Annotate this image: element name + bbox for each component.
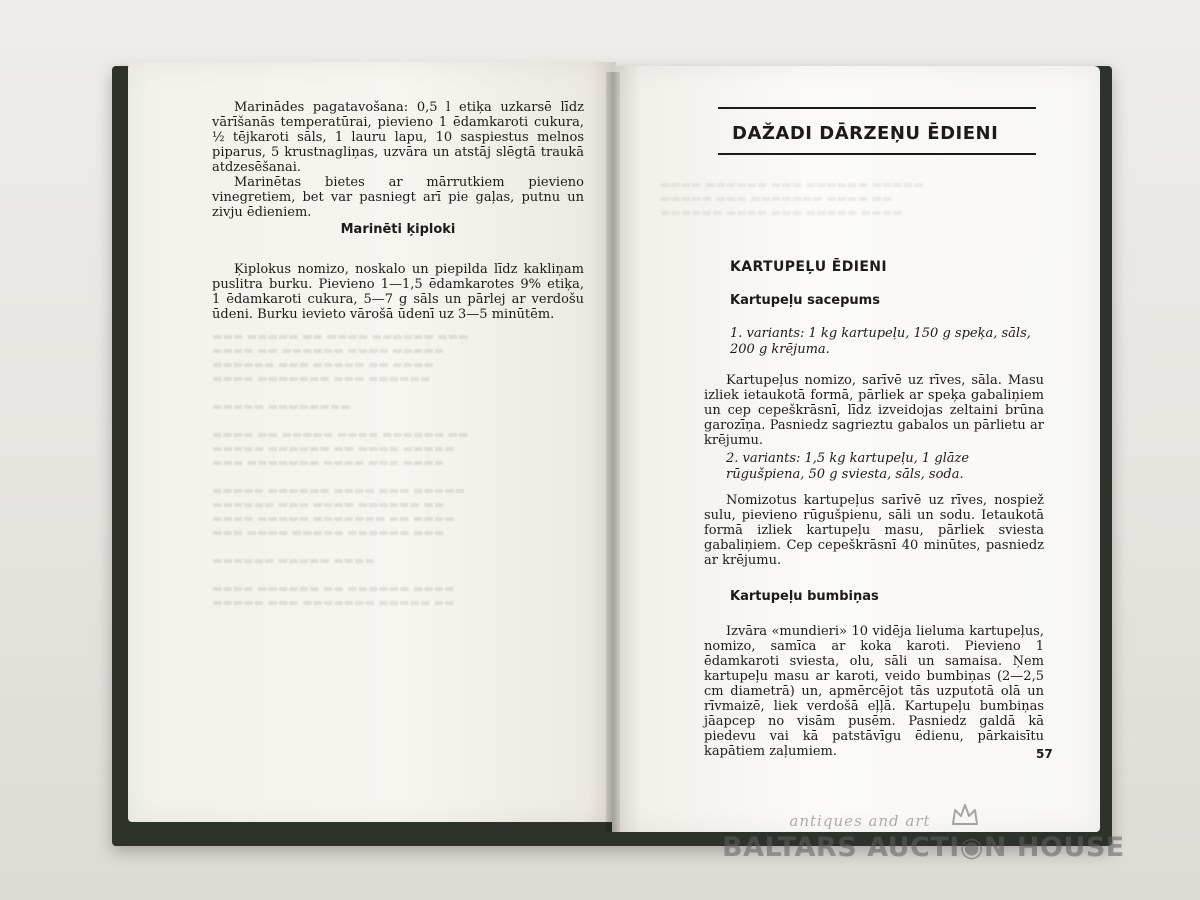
method-balls-block bbox=[704, 624, 1044, 759]
heading-marinated-garlic: Marinēti ķiploki bbox=[340, 222, 456, 237]
ingredients-variant-2: 2. variants: 1,5 kg kartupeļu, 1 glāze rūgušpiena, 50 g sviesta, sāls, soda. bbox=[726, 451, 970, 482]
method-variant-1-block bbox=[704, 373, 1044, 448]
method-variant-1: Kartupeļus nomizo, sarīvē uz rīves, sāla. Masu izliek ietaukotā formā, pārliek ar speķa gabaliņiem un cep cepeškrāsnī, līdz izveidojas zeltaini brūna garozīņa. Pasniedz sagrieztu gabalos un pārlietu ar krējumu. bbox=[704, 373, 1044, 448]
crown-icon bbox=[950, 802, 980, 828]
section-rule-bottom bbox=[718, 153, 1036, 155]
paragraph-marinade-prep: Marinādes pagatavošana: 0,5 l etiķa uzkarsē līdz vārīšanās temperatūrai, pievieno 1 ēdamkaroti cukura, ½ tējkaroti sāls, 1 lauru lapu, 10 saspiestus melnos piparus, 5 krustnagliņas, uzvāra un atstāj slēgtā traukā atdzesēšanai. bbox=[212, 100, 584, 175]
method-balls: Izvāra «mundieri» 10 vidēja lieluma kartupeļus, nomizo, samīca ar koka karoti. Pievieno 1 ēdamkaroti sviesta, olu, sāli un samaisa. Ņem kartupeļu masu ar karoti, veido bumbiņas (2—2,5 cm diametrā) un, apmērcējot tās uzputotā olā un rīvmaizē, liek verdošā eļļā. Kartupeļu bumbiņas jāapcep no visām pusēm. Pasniedz galdā kā piedevu vai kā patstāvīgu ēdienu, pārkaisītu kapātiem zaļumiem. bbox=[704, 624, 1044, 759]
recipe-title-casserole: Kartupeļu sacepums bbox=[730, 293, 880, 308]
left-garlic-text bbox=[212, 262, 584, 322]
section-rule-top bbox=[718, 107, 1036, 109]
subsection-title: KARTUPEĻU ĒDIENI bbox=[730, 259, 888, 275]
method-variant-2-block bbox=[704, 493, 1044, 568]
watermark-brand: BALTARS AUCTI◉N HOUSE bbox=[722, 832, 1125, 863]
method-variant-2: Nomizotus kartupeļus sarīvē uz rīves, nospiež sulu, pievieno rūgušpienu, sāli un sodu. Ietaukotā formā izliek kartupeļu masu, pārliek sviesta gabaliņiem. Cep cepeškrāsnī 40 minūtes, pasniedz ar krējumu. bbox=[704, 493, 1044, 568]
ingredients-variant-1: 1. variants: 1 kg kartupeļu, 150 g speķa, sāls, 200 g krējuma. bbox=[730, 326, 1031, 357]
watermark-tagline: antiques and art bbox=[789, 812, 931, 830]
recipe-title-balls: Kartupeļu bumbiņas bbox=[730, 589, 879, 604]
paragraph-garlic-method: Ķiplokus nomizo, noskalo un piepilda līdz kakliņam puslitra burku. Pievieno 1—1,5 ēdamkarotes 9% etiķa, 1 ēdamkaroti cukura, 5—7 g sāls un pārlej ar verdošu ūdeni. Burku ievieto vārošā ūdenī uz 3—5 minūtēm. bbox=[212, 262, 584, 322]
section-title: DAŽADI DĀRZEŅU ĒDIENI bbox=[732, 123, 999, 144]
bleed-through-left: ▬▬▬ ▬▬▬▬▬ ▬▬ ▬▬▬▬ ▬▬▬▬▬▬ ▬▬▬ ▬▬▬▬ ▬▬ ▬▬▬▬▬▬ ▬▬▬▬ ▬▬▬▬▬ ▬▬▬▬▬▬ ▬▬▬ ▬▬▬▬▬ ▬▬ ▬▬▬▬ ▬▬▬▬ ▬▬▬▬▬▬▬ ▬▬▬ ▬▬▬▬▬▬ ▬▬▬▬▬ ▬▬▬▬▬▬▬▬ ▬▬▬▬ ▬▬ ▬▬▬▬▬ ▬▬▬▬ ▬▬▬▬▬▬ ▬▬ ▬▬▬▬▬ ▬▬▬▬▬▬ ▬▬ ▬▬▬▬ ▬▬▬▬▬ ▬▬▬ ▬▬▬▬▬▬▬ ▬▬▬▬ ▬▬▬ ▬▬▬▬ ▬▬▬▬▬ ▬▬▬▬▬▬ ▬▬▬▬ ▬▬▬ ▬▬▬▬▬ ▬▬▬▬▬▬ ▬▬▬ ▬▬▬▬ ▬▬▬▬▬▬ ▬▬ ▬▬▬▬ ▬▬▬▬▬ ▬▬▬▬▬▬▬ ▬▬ ▬▬▬▬ ▬▬▬ ▬▬▬▬ ▬▬▬▬▬ ▬▬▬▬▬▬ ▬▬▬ ▬▬▬▬▬▬ ▬▬▬▬▬ ▬▬▬▬ ▬▬▬▬ ▬▬▬▬▬▬ ▬▬ ▬▬▬▬▬▬ ▬▬▬▬ ▬▬▬▬▬ ▬▬▬ ▬▬▬▬▬▬▬ ▬▬▬▬▬ ▬▬ bbox=[212, 330, 469, 609]
page-number: 57 bbox=[1036, 747, 1053, 761]
paragraph-marinated-beets: Marinētas bietes ar mārrutkiem pievieno vinegretiem, bet var pasniegt arī pie gaļas, putnu un zivju ēdieniem. bbox=[212, 175, 584, 220]
left-marinade-text bbox=[212, 100, 584, 220]
bleed-through-right: ▬▬▬▬ ▬▬▬▬▬▬ ▬▬▬ ▬▬▬▬▬▬ ▬▬▬▬▬ ▬▬▬▬▬ ▬▬▬ ▬▬▬▬▬▬▬ ▬▬▬▬ ▬▬ ▬▬▬▬▬▬ ▬▬▬▬ ▬▬▬ ▬▬▬▬▬ ▬▬▬▬ bbox=[660, 178, 924, 219]
book-gutter bbox=[606, 72, 620, 832]
